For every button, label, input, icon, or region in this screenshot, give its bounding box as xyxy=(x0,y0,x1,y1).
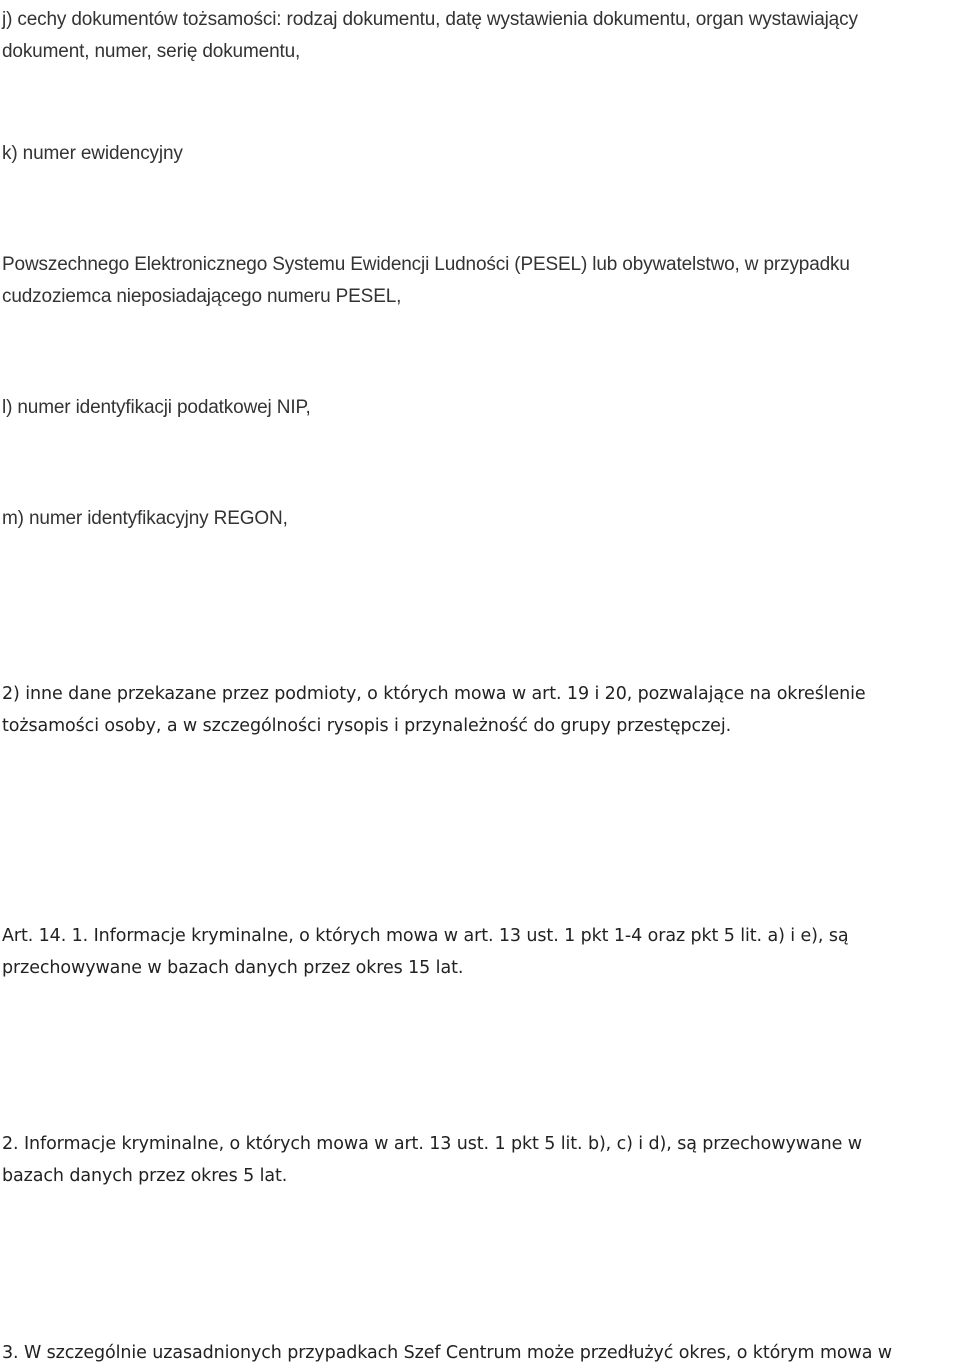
text-line: cudzoziemca nieposiadającego numeru PESEL, xyxy=(2,286,402,307)
text-line: dokument, numer, serię dokumentu, xyxy=(2,41,301,62)
paragraph-item-m xyxy=(2,503,952,535)
paragraph-art-14-3 xyxy=(2,1337,952,1369)
paragraph-item-l xyxy=(2,392,952,424)
text-line: 3. W szczególnie uzasadnionych przypadkach Szef Centrum może przedłużyć okres, o którym mowa w xyxy=(2,1343,893,1363)
text-line: Art. 14. 1. Informacje kryminalne, o których mowa w art. 13 ust. 1 pkt 1-4 oraz pkt 5 lit. a) i e), są xyxy=(2,926,849,946)
text-line: przechowywane w bazach danych przez okres 15 lat. xyxy=(2,958,464,978)
paragraph-item-k xyxy=(2,138,952,170)
text-line: tożsamości osoby, a w szczególności rysopis i przynależność do grupy przestępczej. xyxy=(2,716,732,736)
paragraph-art-14-2 xyxy=(2,1128,952,1192)
text-line: j) cechy dokumentów tożsamości: rodzaj dokumentu, datę wystawienia dokumentu, organ wystawiający xyxy=(2,9,858,30)
text-line: m) numer identyfikacyjny REGON, xyxy=(2,508,288,529)
text-line: l) numer identyfikacji podatkowej NIP, xyxy=(2,397,311,418)
text-line: Powszechnego Elektronicznego Systemu Ewidencji Ludności (PESEL) lub obywatelstwo, w przypadku xyxy=(2,254,850,275)
paragraph-art-14-1 xyxy=(2,920,952,984)
paragraph-item-j xyxy=(2,4,952,68)
text-line: 2) inne dane przekazane przez podmioty, o których mowa w art. 19 i 20, pozwalające na określenie xyxy=(2,684,866,704)
paragraph-pesel xyxy=(2,249,952,313)
text-line: k) numer ewidencyjny xyxy=(2,143,183,164)
text-line: 2. Informacje kryminalne, o których mowa w art. 13 ust. 1 pkt 5 lit. b), c) i d), są przechowywane w xyxy=(2,1134,862,1154)
paragraph-point-2 xyxy=(2,678,952,742)
text-line: bazach danych przez okres 5 lat. xyxy=(2,1166,288,1186)
